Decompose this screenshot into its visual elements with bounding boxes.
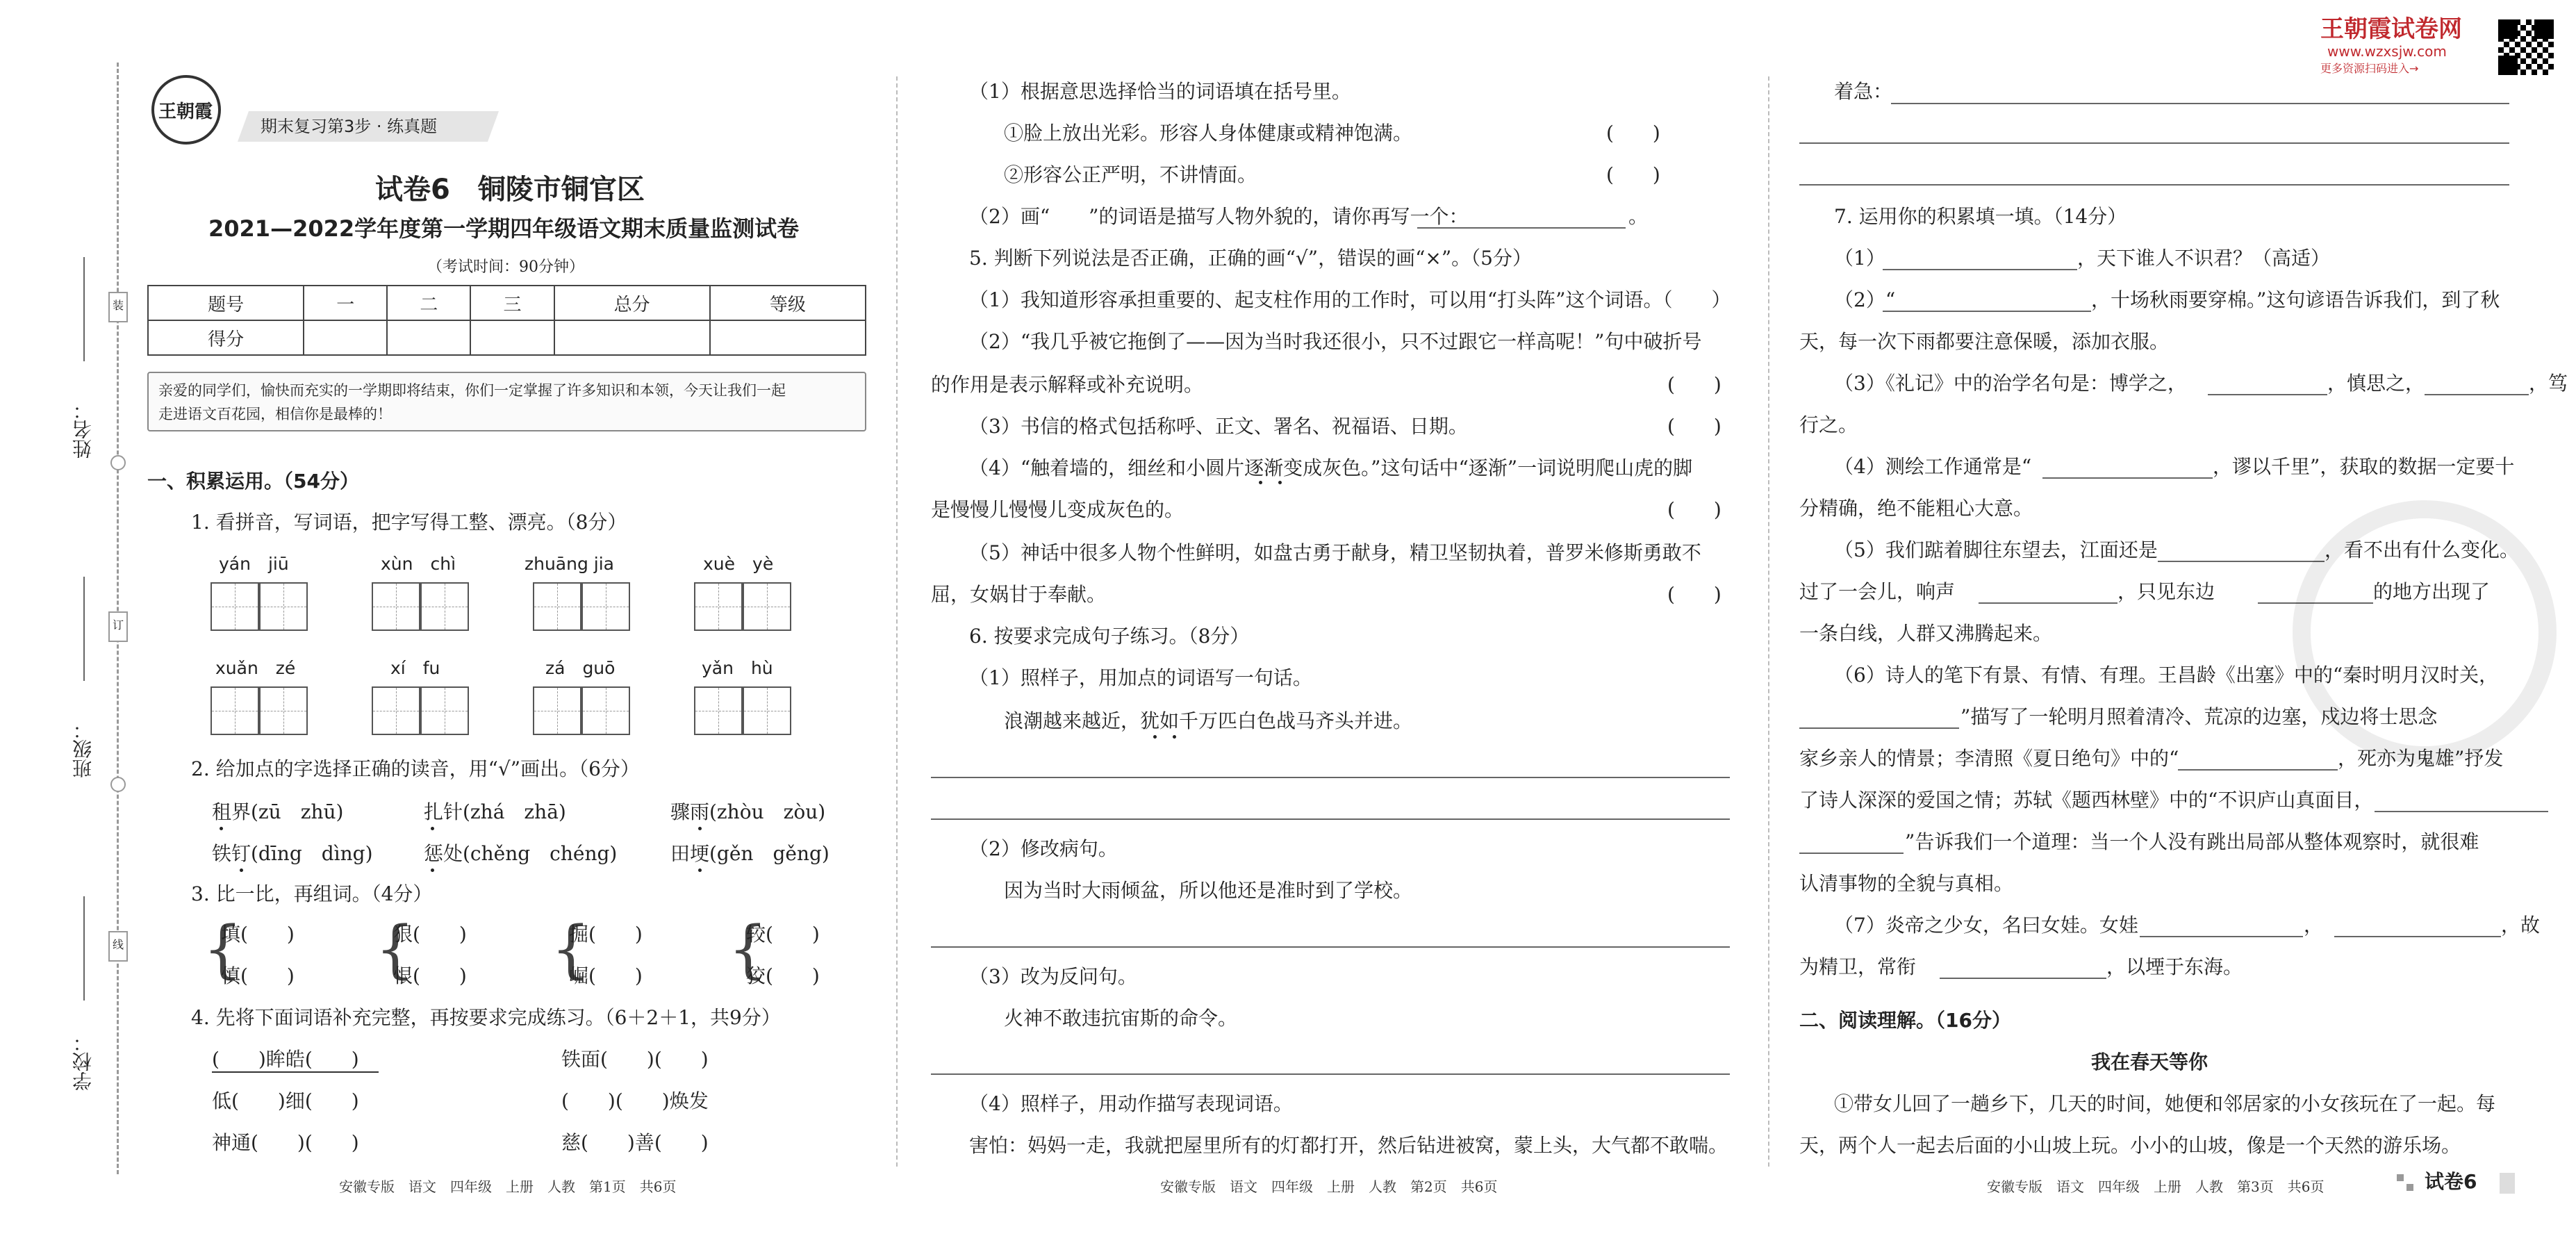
period-mark: 。 <box>1628 205 1649 228</box>
emphasis-dot <box>1173 735 1176 739</box>
writing-grid-cell[interactable] <box>210 686 259 735</box>
fill-text: 过了一会儿，响声 <box>1799 580 1956 603</box>
score-row-label: 得分 <box>148 320 304 355</box>
intro-line: 走进语文百花园，相信你是最棒的！ <box>158 406 392 422</box>
answer-line[interactable] <box>2375 811 2548 812</box>
score-header-cell: 三 <box>470 286 554 320</box>
writing-grid-cell[interactable] <box>533 686 581 735</box>
step-banner-text: 期末复习第3步 · 练真题 <box>261 117 438 136</box>
answer-line[interactable] <box>2334 936 2501 937</box>
answer-paren[interactable]: ( ) <box>1667 498 1722 521</box>
fill-text: ，慎思之， <box>2327 372 2425 395</box>
writing-grid-cell[interactable] <box>743 686 791 735</box>
answer-line[interactable] <box>1417 227 1626 229</box>
writing-grid-cell[interactable] <box>581 582 630 631</box>
pinyin-label: zá guō <box>545 658 616 678</box>
fill-text: ，只见东边 <box>2117 580 2215 603</box>
answer-line[interactable] <box>2178 769 2338 771</box>
page-footer: 安徽专版 语文 四年级 上册 人教 第2页 共6页 <box>1160 1178 1498 1195</box>
fill-text: ，以堙于东海。 <box>2106 955 2243 978</box>
writing-grid-cell[interactable] <box>420 582 469 631</box>
answer-paren[interactable]: ( ) <box>1606 122 1660 145</box>
pinyin-label: zhuāng jia <box>525 554 615 574</box>
compare-word[interactable]: 填( ) <box>221 923 295 946</box>
answer-line[interactable] <box>931 777 1730 778</box>
answer-paren[interactable]: ( ) <box>1667 415 1722 438</box>
emphasis-dot <box>1278 481 1282 484</box>
judge-item[interactable]: （2）“我几乎被它拖倒了——因为当时我还很小，只不过跟它一样高呢！”句中破折号 <box>969 330 1702 353</box>
question-4-2: （2）画“ ”的词语是描写人物外貌的，请你再写一个： <box>969 205 1469 228</box>
column-divider <box>896 76 898 1167</box>
section-2-heading: 二、阅读理解。（16分） <box>1799 1009 2011 1032</box>
binding-chip: 线 <box>108 931 128 962</box>
writing-grid-cell[interactable] <box>533 582 581 631</box>
question-4-1: （1）根据意思选择恰当的词语填在括号里。 <box>969 80 1351 103</box>
column-divider <box>1768 76 1769 1167</box>
paper-title: 试卷6 铜陵市铜官区 <box>375 174 645 206</box>
brace: { <box>203 913 243 986</box>
judge-item[interactable]: （1）我知道形容承担重要的、起支柱作用的工作时，可以用“打头阵”这个词语。（ ） <box>969 288 1731 311</box>
page-footer: 安徽专版 语文 四年级 上册 人教 第1页 共6页 <box>339 1178 677 1195</box>
pinyin-label: xùn chì <box>381 554 456 574</box>
writing-grid-cell[interactable] <box>420 686 469 735</box>
class-field[interactable] <box>83 577 85 681</box>
fill-text: 的地方出现了 <box>2373 580 2491 603</box>
question-4: 4. 先将下面词语补充完整，再按要求完成练习。（6＋2＋1，共9分） <box>191 1006 781 1029</box>
score-header-cell: 总分 <box>554 286 710 320</box>
corner-brand-more: 更多资源扫码进入→ <box>2320 62 2419 75</box>
writing-grid-cell[interactable] <box>743 582 791 631</box>
fill-text: 行之。 <box>1799 413 1858 436</box>
paper-tag: 试卷6 <box>2425 1170 2477 1193</box>
grid-mark-icon <box>2397 1174 2413 1191</box>
score-cell[interactable] <box>710 320 866 355</box>
fill-text: （6）诗人的笔下有景、有情、有理。王昌龄《出塞》中的“秦时明月汉时关， <box>1834 664 2499 686</box>
idiom-fill[interactable]: 铁面( )( ) <box>561 1048 709 1071</box>
binding-hole <box>110 777 126 792</box>
answer-line[interactable] <box>931 1073 1730 1075</box>
judge-item[interactable]: （5）神话中很多人物个性鲜明，如盘古勇于献身，精卫坚韧执着，普罗米修斯勇敢不 <box>969 541 1701 564</box>
emphasis-dot <box>698 827 702 830</box>
fill-text: ，十场秋雨要穿棉。”这句谚语告诉我们，到了秋 <box>2091 288 2500 311</box>
question-3: 3. 比一比，再组词。（4分） <box>191 882 433 905</box>
fill-text: ，死亦为鬼雄”抒发 <box>2338 747 2504 770</box>
question-1: 1. 看拼音，写词语，把字写得工整、漂亮。（8分） <box>191 511 627 534</box>
emphasis-dot <box>220 827 223 830</box>
question-7: 7. 运用你的积累填一填。（14分） <box>1834 205 2127 228</box>
section-1-heading: 一、积累运用。（54分） <box>147 470 359 493</box>
judge-item[interactable]: （3）书信的格式包括称呼、正文、署名、祝福语、日期。 <box>969 415 1468 438</box>
name-field[interactable] <box>83 257 85 361</box>
writing-grid-cell[interactable] <box>372 686 420 735</box>
pinyin-label: yǎn hù <box>702 658 773 678</box>
writing-grid-cell[interactable] <box>694 582 743 631</box>
score-header-cell: 一 <box>304 286 387 320</box>
answer-line[interactable] <box>1883 311 2091 312</box>
school-field-label: 学校： <box>72 1032 94 1091</box>
exam-time: （考试时间：90分钟） <box>427 258 584 276</box>
answer-line[interactable] <box>931 818 1730 820</box>
compare-word[interactable]: 狠( ) <box>393 923 467 946</box>
fill-prefix: （1） <box>1834 247 1885 270</box>
answer-line[interactable] <box>1799 142 2509 144</box>
score-header-cell: 等级 <box>710 286 866 320</box>
pronunciation-choice[interactable]: 铁钉(dīng dìng) <box>212 842 373 865</box>
fill-text: （2）“ <box>1834 288 1896 311</box>
fill-text: ，天下谁人不识君？（高适） <box>2077 247 2331 270</box>
score-header-cell: 题号 <box>148 286 304 320</box>
fill-text: 了诗人深深的爱国之情；苏轼《题西林壁》中的“不识庐山真面目， <box>1799 789 2374 812</box>
anxious-label: 着急： <box>1834 80 1893 103</box>
idiom-fill[interactable]: ( )( )焕发 <box>561 1089 709 1112</box>
brace: { <box>551 913 591 986</box>
emphasis-dot <box>240 869 243 872</box>
compare-word[interactable]: 崛( ) <box>569 964 643 987</box>
compare-word[interactable]: 恨( ) <box>393 964 467 987</box>
idiom-fill[interactable]: 低( )细( ) <box>212 1089 359 1112</box>
idiom-fill[interactable]: ( )眸皓( ) <box>212 1048 359 1071</box>
paper-tag-bar <box>2500 1173 2515 1194</box>
fill-text: ，看不出有什么变化。 <box>2325 538 2520 561</box>
intro-line: 亲爱的同学们，愉快而充实的一学期即将结束，你们一定掌握了许多知识和本领，今天让我们一起 <box>158 382 786 399</box>
page-footer: 安徽专版 语文 四年级 上册 人教 第3页 共6页 <box>1987 1178 2325 1195</box>
definition-item: ①脸上放出光彩。形容人身体健康或精神饱满。 <box>1004 122 1413 145</box>
fill-text: ， <box>2304 914 2324 937</box>
fill-text: 一条白线，人群又沸腾起来。 <box>1799 622 2053 645</box>
score-cell[interactable] <box>554 320 710 355</box>
class-field-label: 班级： <box>72 720 94 778</box>
fill-text: 认清事物的全貌与真相。 <box>1799 872 2014 895</box>
pronunciation-choice[interactable]: 惩处(chěng chéng) <box>424 842 618 865</box>
emphasis-dot <box>1153 735 1157 739</box>
answer-line[interactable] <box>2158 561 2325 562</box>
fill-text: ，笃 <box>2529 372 2568 395</box>
brand-logo-text: 王朝霞 <box>158 101 213 122</box>
answer-line[interactable] <box>2042 477 2213 479</box>
binding-chip: 订 <box>108 611 128 642</box>
compare-word[interactable]: 狡( ) <box>746 964 820 987</box>
underline <box>212 1071 379 1073</box>
score-cell[interactable] <box>470 320 554 355</box>
writing-grid-cell[interactable] <box>694 686 743 735</box>
fill-text: ，故 <box>2501 914 2541 937</box>
question-6-2: （2）修改病句。 <box>969 837 1118 860</box>
brace: { <box>728 913 768 986</box>
pinyin-label: xuè yè <box>703 554 774 574</box>
question-6-3: （3）改为反问句。 <box>969 965 1137 988</box>
compare-word[interactable]: 慎( ) <box>221 964 295 987</box>
answer-paren[interactable]: ( ) <box>1667 583 1722 606</box>
emphasis-dot <box>431 827 434 830</box>
judge-item-cont: 的作用是表示解释或补充说明。 <box>931 373 1204 396</box>
compare-word[interactable]: 掘( ) <box>569 923 643 946</box>
question-6-4: （4）照样子，用动作描写表现词语。 <box>969 1092 1293 1115</box>
passage-paragraph: 天，两个人一起去后面的小山坡上玩。小小的山坡，像是一个天然的游乐场。 <box>1799 1134 2461 1157</box>
score-header-cell: 二 <box>387 286 470 320</box>
pinyin-label: xí fu <box>390 658 440 678</box>
fill-text: （3）《礼记》中的治学名句是：博学之， <box>1834 372 2187 395</box>
writing-grid-cell[interactable] <box>581 686 630 735</box>
question-6: 6. 按要求完成句子练习。（8分） <box>969 625 1250 648</box>
answer-line[interactable] <box>1979 602 2117 604</box>
emphasis-dot <box>431 869 434 872</box>
binding-chip: 装 <box>108 292 128 322</box>
sample-sentence: 因为当时大雨倾盆，所以他还是准时到了学校。 <box>1004 879 1413 902</box>
emphasis-dot <box>1259 481 1262 484</box>
answer-line[interactable] <box>2208 394 2327 395</box>
paper-subtitle: 2021—2022学年度第一学期四年级语文期末质量监测试卷 <box>208 215 800 242</box>
judge-item-cont: 屈，女娲甘于奉献。 <box>931 583 1107 606</box>
definition-item: ②形容公正严明，不讲情面。 <box>1004 163 1257 186</box>
fill-text: ”告诉我们一个道理：当一个人没有跳出局部从整体观察时，就很难 <box>1905 830 2479 853</box>
pinyin-label: yán jiū <box>219 554 289 574</box>
judge-item[interactable]: （4）“触着墙的，细丝和小圆片逐渐变成灰色。”这句话中“逐渐”一词说明爬山虎的脚 <box>969 456 1693 479</box>
idiom-fill[interactable]: 神通( )( ) <box>212 1131 359 1154</box>
qr-code-icon[interactable] <box>2498 19 2554 75</box>
question-5: 5. 判断下列说法是否正确，正确的画“√”，错误的画“×”。（5分） <box>969 247 1532 270</box>
pinyin-label: xuǎn zé <box>215 658 296 678</box>
score-cell[interactable] <box>387 320 470 355</box>
writing-grid-cell[interactable] <box>259 686 308 735</box>
name-field-label: 姓名： <box>72 400 94 459</box>
brace: { <box>375 913 415 986</box>
answer-paren[interactable]: ( ) <box>1667 373 1722 396</box>
pronunciation-choice[interactable]: 田埂(gěn gěng) <box>670 842 829 865</box>
sample-sentence: 浪潮越来越近，犹如千万匹白色战马齐头并进。 <box>1004 709 1413 732</box>
fill-text: 分精确，绝不能粗心大意。 <box>1799 497 2033 520</box>
fill-text: （5）我们踮着脚往东望去，江面还是 <box>1834 538 2158 561</box>
corner-brand-url[interactable]: www.wzxsjw.com <box>2327 43 2447 60</box>
answer-line[interactable] <box>1940 978 2106 979</box>
answer-line[interactable] <box>1799 853 1904 854</box>
compare-word[interactable]: 较( ) <box>746 923 820 946</box>
answer-line[interactable] <box>1891 103 2509 104</box>
fill-text: （7）炎帝之少女，名曰女娃。女娃 <box>1834 914 2138 937</box>
sample-sentence: 火神不敢违抗宙斯的命令。 <box>1004 1007 1238 1030</box>
fill-text: （4）测绘工作通常是“ <box>1834 455 2032 478</box>
answer-line[interactable] <box>931 946 1730 948</box>
judge-item-cont: 是慢慢儿慢慢儿变成灰色的。 <box>931 498 1184 521</box>
school-field[interactable] <box>83 896 85 1001</box>
fill-text: 天，每一次下雨都要注意保暖，添加衣服。 <box>1799 330 2170 353</box>
writing-grid-cell[interactable] <box>372 582 420 631</box>
answer-paren[interactable]: ( ) <box>1606 163 1660 186</box>
pronunciation-choice[interactable]: 租界(zū zhū) <box>212 800 344 823</box>
passage-title: 我在春天等你 <box>2091 1051 2208 1073</box>
score-table <box>147 285 866 356</box>
sample-sentence: 害怕：妈妈一走，我就把屋里所有的灯都打开，然后钻进被窝，蒙上头，大气都不敢喘。 <box>969 1134 1728 1157</box>
writing-grid-cell[interactable] <box>259 582 308 631</box>
fill-text: 为精卫，常衔 <box>1799 955 1917 978</box>
question-6-1: （1）照样子，用加点的词语写一句话。 <box>969 666 1312 689</box>
answer-line[interactable] <box>1799 184 2509 186</box>
passage-paragraph: ①带女儿回了一趟乡下，几天的时间，她便和邻居家的小女孩玩在了一起。每 <box>1834 1092 2496 1115</box>
fill-text: ”描写了一轮明月照着清冷、荒凉的边塞，戍边将士思念 <box>1960 705 2438 728</box>
binding-hole <box>110 455 126 470</box>
intro-box <box>147 372 866 431</box>
answer-line[interactable] <box>2140 936 2303 937</box>
pronunciation-choice[interactable]: 扎针(zhá zhā) <box>424 800 566 823</box>
question-2: 2. 给加点的字选择正确的读音，用“√”画出。（6分） <box>191 757 640 780</box>
watermark-seal <box>2293 500 2557 764</box>
emphasis-dot <box>698 869 702 872</box>
idiom-fill[interactable]: 慈( )善( ) <box>561 1131 709 1154</box>
answer-line[interactable] <box>1799 727 1959 729</box>
fill-text: 家乡亲人的情景；李清照《夏日绝句》中的“ <box>1799 747 2179 770</box>
fill-text: ，谬以千里”，获取的数据一定要十 <box>2213 455 2515 478</box>
answer-line[interactable] <box>2425 394 2529 395</box>
answer-line[interactable] <box>1883 269 2077 270</box>
writing-grid-cell[interactable] <box>210 582 259 631</box>
pronunciation-choice[interactable]: 骤雨(zhòu zòu) <box>670 800 826 823</box>
corner-brand-title[interactable]: 王朝霞试卷网 <box>2320 15 2462 43</box>
score-cell[interactable] <box>304 320 387 355</box>
